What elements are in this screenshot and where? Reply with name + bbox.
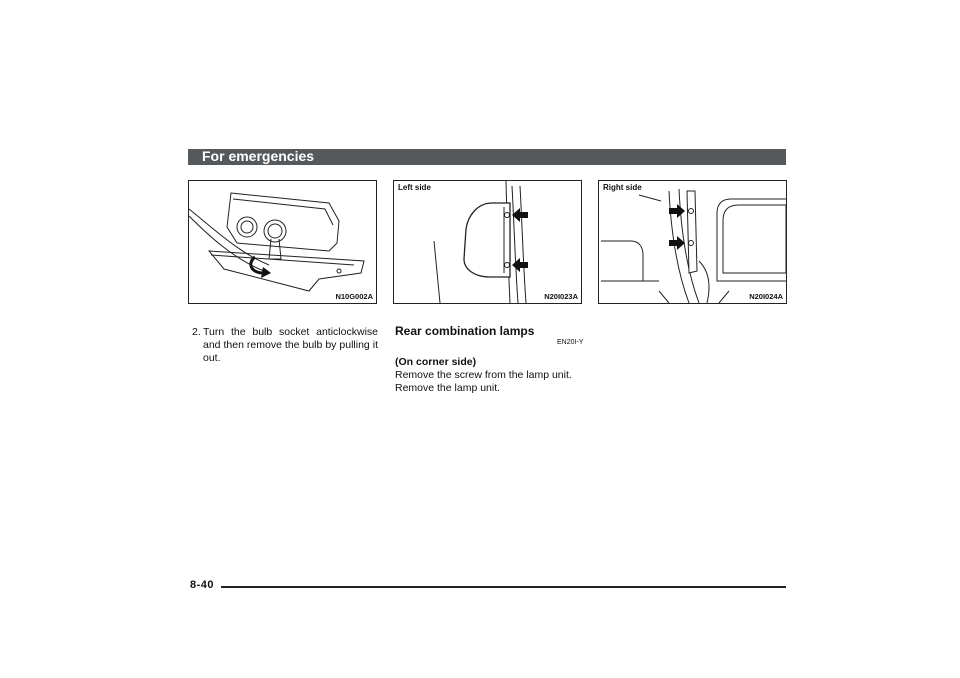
bulb-socket-illustration bbox=[189, 181, 376, 303]
section-code: EN20I-Y bbox=[557, 339, 584, 346]
figure-label: Left side bbox=[398, 183, 431, 192]
paragraph-remove-screw: Remove the screw from the lamp unit. bbox=[395, 369, 572, 381]
section-subtitle: (On corner side) bbox=[395, 356, 477, 368]
step-number: 2. bbox=[192, 326, 201, 338]
footer-rule bbox=[221, 586, 786, 588]
figure-code: N20I023A bbox=[544, 292, 578, 301]
left-side-lamp-illustration bbox=[394, 181, 581, 303]
figure-bulb-socket bbox=[188, 180, 377, 304]
figure-right-side bbox=[598, 180, 787, 304]
right-side-lamp-illustration bbox=[599, 181, 786, 303]
instruction-step bbox=[188, 326, 378, 365]
step-text: Turn the bulb socket anticlockwise and then remove the bulb by pulling it out. bbox=[203, 326, 378, 364]
section-header-title: For emergencies bbox=[202, 148, 315, 164]
paragraph-remove-lamp: Remove the lamp unit. bbox=[395, 382, 501, 394]
figure-code: N20I024A bbox=[749, 292, 783, 301]
figure-code: N10G002A bbox=[335, 292, 373, 301]
page-number: 8-40 bbox=[190, 579, 215, 591]
section-title: Rear combination lamps bbox=[395, 324, 535, 338]
figure-label: Right side bbox=[603, 183, 642, 192]
section-header-bar bbox=[188, 149, 786, 165]
figure-left-side bbox=[393, 180, 582, 304]
